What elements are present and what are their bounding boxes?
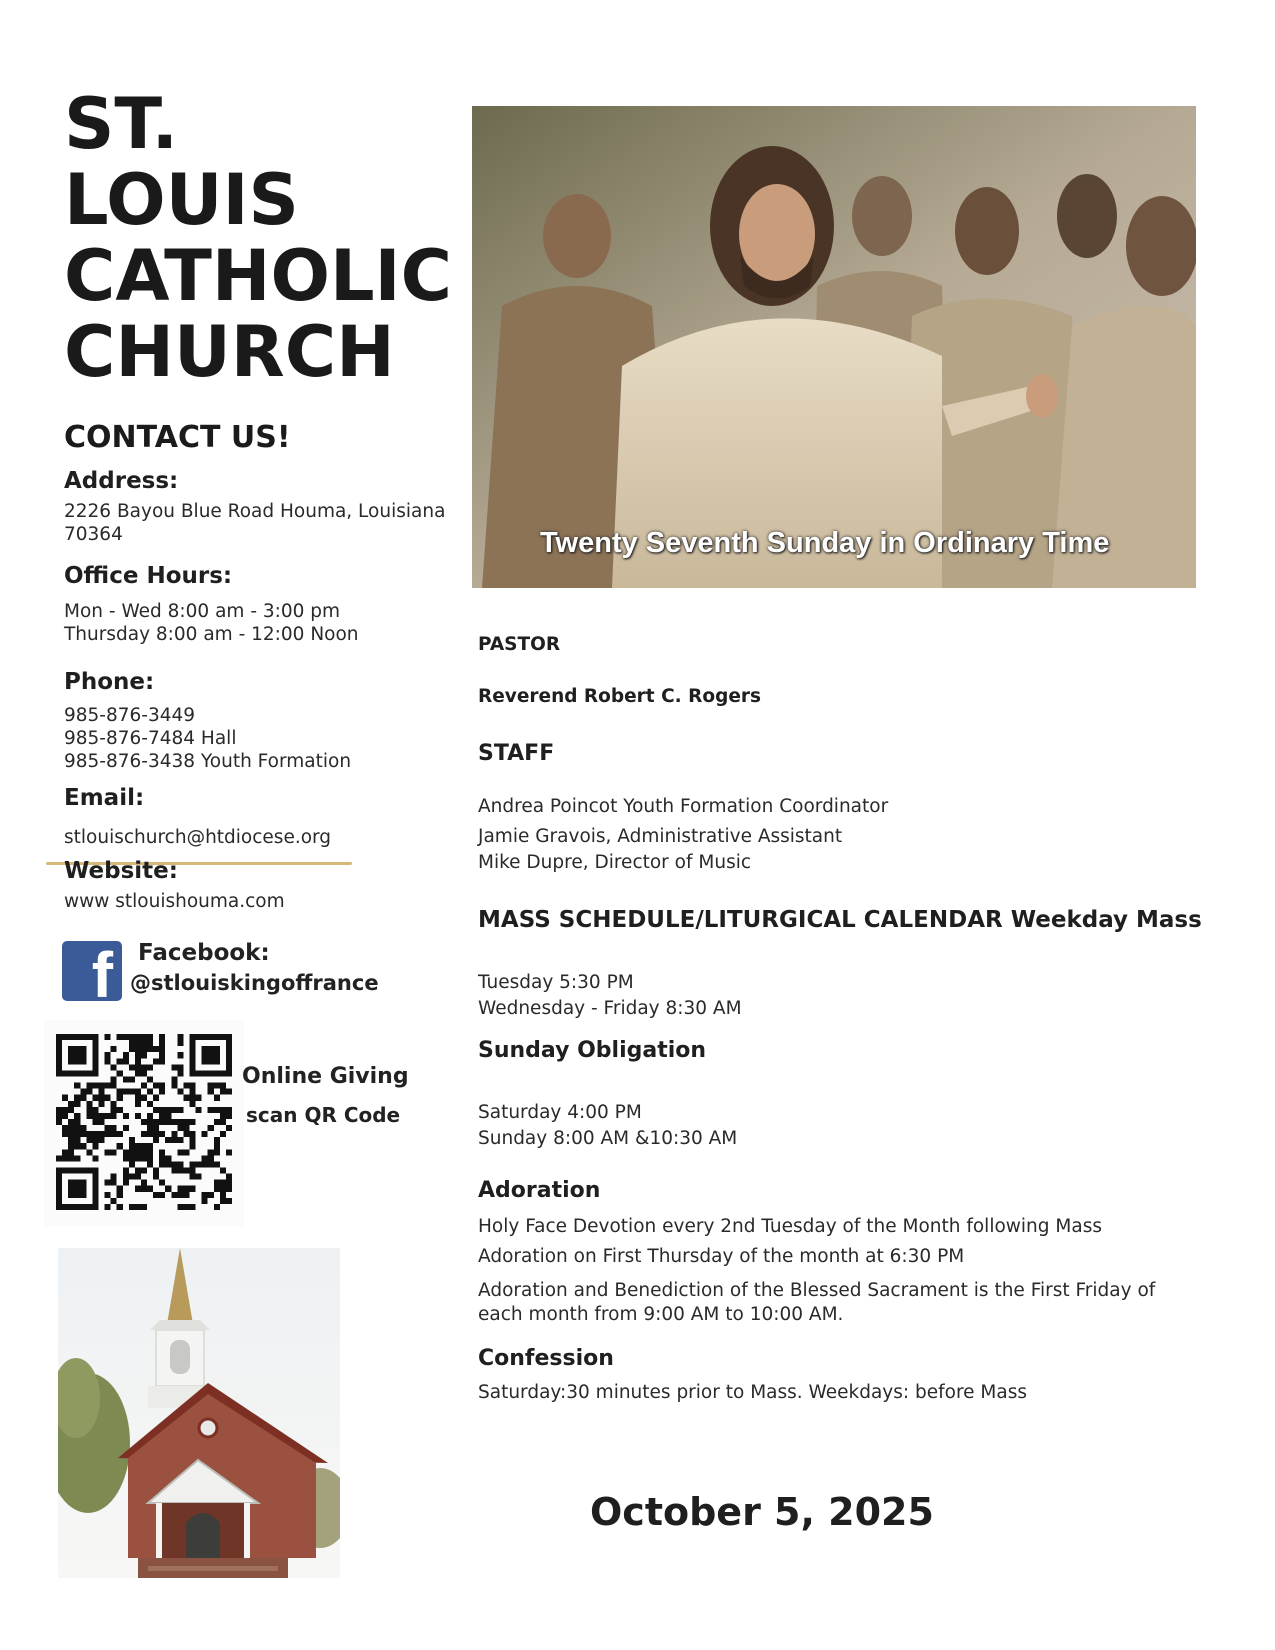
phone-line: 985-876-7484 Hall [64, 728, 237, 749]
hero-image [472, 106, 1196, 588]
confession-text: Saturday:30 minutes prior to Mass. Weekdays: before Mass [478, 1382, 1027, 1403]
phone-label: Phone: [64, 669, 155, 695]
title-line: LOUIS [64, 159, 299, 241]
facebook-handle[interactable]: @stlouiskingoffrance [130, 971, 379, 995]
address-line: 2226 Bayou Blue Road Houma, Louisiana [64, 501, 446, 522]
sunday-mass-time: Sunday 8:00 AM &10:30 AM [478, 1128, 738, 1149]
title-line: ST. [64, 83, 179, 165]
mass-schedule-heading: MASS SCHEDULE/LITURGICAL CALENDAR Weekday Mass [478, 907, 1202, 933]
office-hours-value [64, 600, 454, 646]
email-link[interactable]: stlouischurch@htdiocese.org [64, 827, 332, 848]
bulletin-date: October 5, 2025 [590, 1490, 934, 1534]
phone-value [64, 704, 454, 773]
title-line: CHURCH [64, 311, 395, 393]
facebook-label: Facebook: [138, 940, 270, 966]
staff-heading: STAFF [478, 741, 555, 766]
title-line: CATHOLIC [64, 235, 452, 317]
pastor-name: Reverend Robert C. Rogers [478, 686, 762, 707]
weekday-mass-time: Tuesday 5:30 PM [478, 972, 634, 993]
church-building-image [58, 1248, 340, 1578]
scan-qr-label: scan QR Code [246, 1103, 401, 1127]
hero-caption: Twenty Seventh Sunday in Ordinary Time [540, 527, 1110, 559]
online-giving-label: Online Giving [242, 1064, 409, 1089]
phone-line: 985-876-3449 [64, 705, 196, 726]
staff-member: Andrea Poincot Youth Formation Coordinator [478, 796, 889, 817]
adoration-heading: Adoration [478, 1178, 601, 1203]
adoration-line: Holy Face Devotion every 2nd Tuesday of the Month following Mass [478, 1216, 1102, 1237]
church-title [64, 83, 464, 393]
staff-member: Jamie Gravois, Administrative Assistant [478, 826, 843, 847]
email-label: Email: [64, 785, 145, 811]
address-value [64, 500, 454, 546]
sunday-mass-time: Saturday 4:00 PM [478, 1102, 642, 1123]
phone-line: 985-876-3438 Youth Formation [64, 751, 352, 772]
pastor-heading: PASTOR [478, 634, 561, 655]
adoration-line: Adoration on First Thursday of the month at 6:30 PM [478, 1246, 965, 1267]
qr-code-icon[interactable] [56, 1034, 232, 1210]
address-line: 70364 [64, 524, 123, 545]
adoration-line: Adoration and Benediction of the Blessed Sacrament is the First Friday of each month from 9:00 AM to 10:00 AM. [478, 1280, 1156, 1325]
staff-member: Mike Dupre, Director of Music [478, 852, 752, 873]
sunday-obligation-heading: Sunday Obligation [478, 1038, 707, 1063]
website-label: Website: [64, 858, 178, 884]
address-label: Address: [64, 468, 179, 494]
contact-heading: CONTACT US! [64, 420, 291, 455]
confession-heading: Confession [478, 1346, 614, 1371]
office-hours-label: Office Hours: [64, 563, 233, 589]
office-hours-line: Mon - Wed 8:00 am - 3:00 pm [64, 601, 341, 622]
office-hours-line: Thursday 8:00 am - 12:00 Noon [64, 624, 359, 645]
weekday-mass-time: Wednesday - Friday 8:30 AM [478, 998, 742, 1019]
website-link[interactable]: www stlouishouma.com [64, 891, 285, 912]
facebook-icon[interactable]: f [62, 941, 122, 1001]
